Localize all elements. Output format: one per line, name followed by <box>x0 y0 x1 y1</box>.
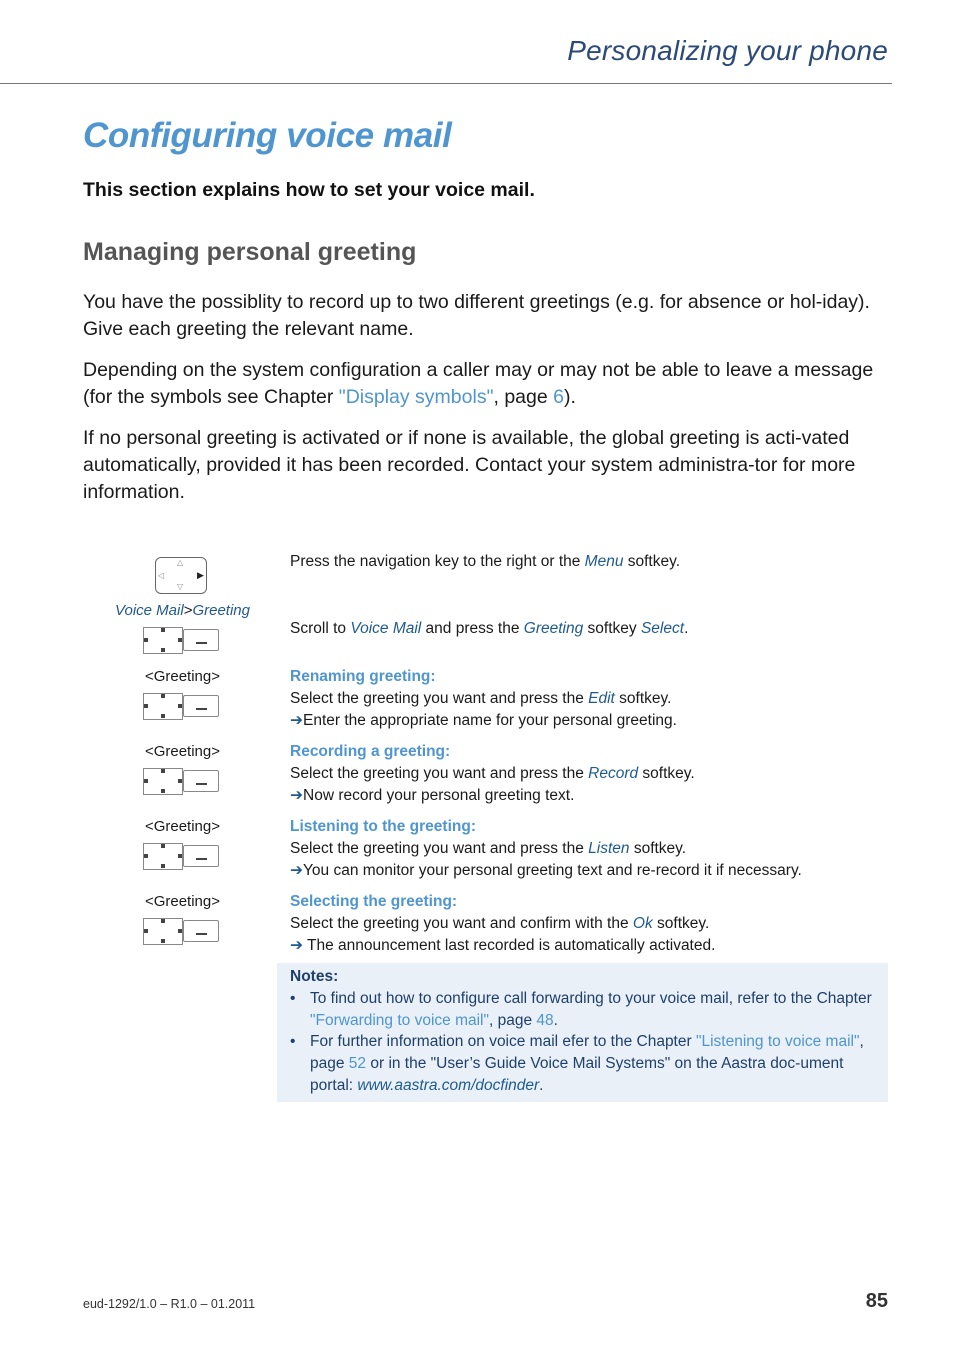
header-rule <box>0 83 892 84</box>
listening-link[interactable]: "Listening to voice mail" <box>695 1033 860 1050</box>
step-listen: Listening to the greeting: Select the greeting you want and press the Listen softkey. ➔You can monitor your personal greeting text and re-record it if necessary. <box>290 816 890 882</box>
page-number: 85 <box>865 1290 888 1312</box>
nav-and-softkey-icon <box>143 843 218 870</box>
listen-heading: Listening to the greeting: <box>290 818 476 835</box>
step-record: Recording a greeting: Select the greeting you want and press the Record softkey. ➔Now record your personal greeting text. <box>290 741 890 807</box>
greeting-label: <Greeting> <box>144 743 220 760</box>
nav-and-softkey-icon <box>143 768 218 795</box>
paragraph-3: If no personal greeting is activated or if none is available, the global greeting is acti-vated automatically, provided it has been recorded. Contact your system administra-tor for more information. <box>83 427 856 503</box>
rename-heading: Renaming greeting: <box>290 668 436 685</box>
arrow-icon: ➔ <box>290 712 303 729</box>
step-nav: Press the navigation key to the right or the Menu softkey. <box>290 553 681 570</box>
menu-softkey-ref: Menu <box>584 553 624 570</box>
greeting-label: <Greeting> <box>144 818 220 835</box>
running-header: Personalizing your phone <box>567 35 888 66</box>
voice-mail-greeting-label: Voice Mail>Greeting <box>115 602 250 619</box>
nav-and-softkey-icon <box>143 693 218 720</box>
nav-and-softkey-icon <box>143 918 218 945</box>
forwarding-link[interactable]: "Forwarding to voice mail" <box>310 1012 489 1029</box>
greeting-label: <Greeting> <box>144 893 220 910</box>
select-heading: Selecting the greeting: <box>290 893 458 910</box>
display-symbols-link[interactable]: "Display symbols" <box>338 386 494 408</box>
step-rename: Renaming greeting: Select the greeting you want and press the Edit softkey. ➔Enter the appropriate name for your personal greeting. <box>290 666 890 732</box>
arrow-icon: ➔ <box>290 937 303 954</box>
footer-doc-id: eud-1292/1.0 – R1.0 – 01.2011 <box>83 1297 256 1311</box>
page-48-link[interactable]: 48 <box>536 1012 554 1029</box>
page-title: Configuring voice mail <box>83 116 452 155</box>
page-6-link[interactable]: 6 <box>553 386 564 408</box>
section-heading: Managing personal greeting <box>83 238 417 266</box>
paragraph-1: You have the possiblity to record up to two different greetings (e.g. for absence or hol-iday). Give each greeting the relevant name. <box>83 291 870 340</box>
docfinder-link[interactable]: www.aastra.com/docfinder <box>357 1077 540 1094</box>
notes-title: Notes: <box>290 968 339 985</box>
intro-text: This section explains how to set your voice mail. <box>83 179 535 201</box>
step-scroll: Scroll to Voice Mail and press the Greeting softkey Select. <box>290 620 689 637</box>
navigation-key-icon: △ ◁ ▽ ▶ <box>155 557 207 594</box>
nav-and-softkey-icon <box>143 627 218 654</box>
arrow-icon: ➔ <box>290 862 303 879</box>
record-heading: Recording a greeting: <box>290 743 451 760</box>
page-52-link[interactable]: 52 <box>348 1055 367 1072</box>
greeting-label: <Greeting> <box>144 668 220 685</box>
arrow-icon: ➔ <box>290 787 303 804</box>
paragraph-2: Depending on the system configuration a caller may or may not be able to leave a message (for the symbols see Chapter "Display symbols", page 6). <box>83 359 874 408</box>
step-select: Selecting the greeting: Select the greeting you want and confirm with the Ok softkey. ➔ The announcement last recorded is automatically activated. <box>290 891 890 957</box>
